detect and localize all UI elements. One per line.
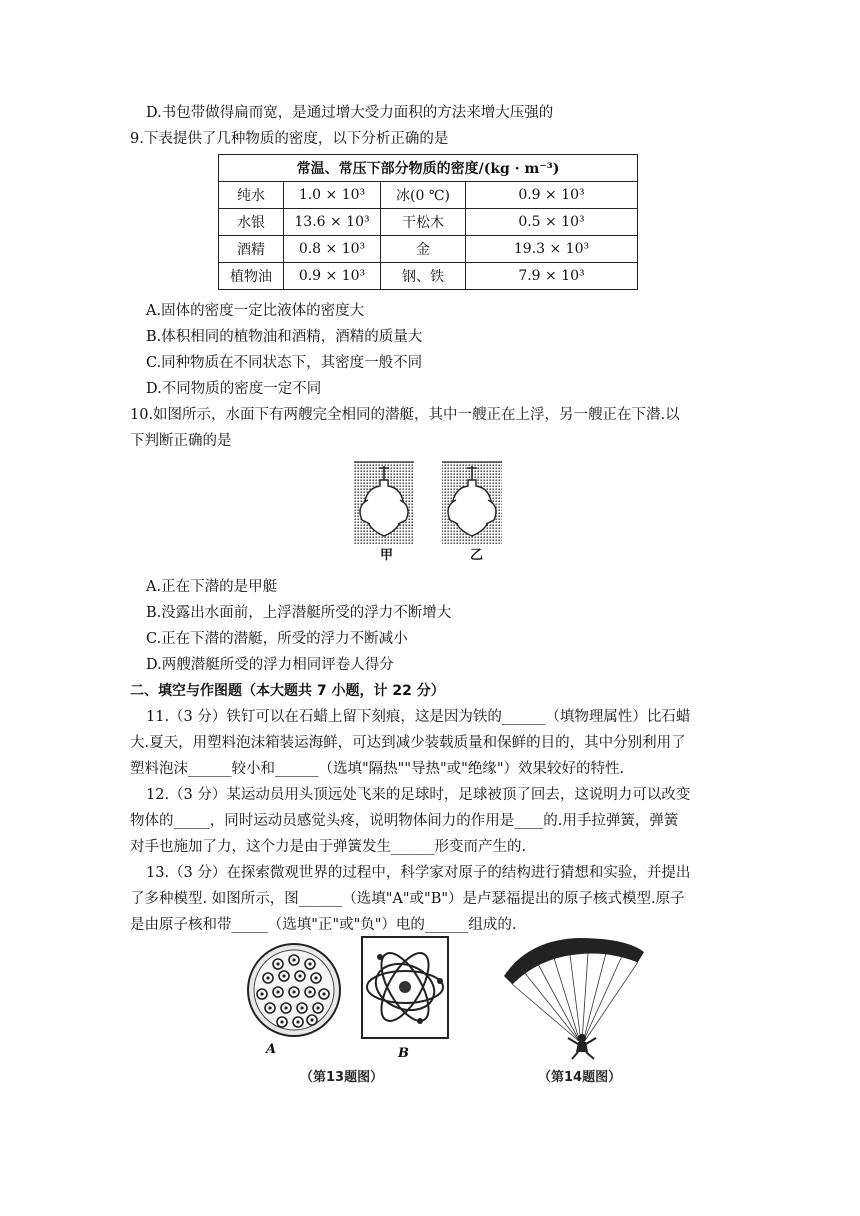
table-cell: 金 xyxy=(381,236,466,263)
table-cell: 纯水 xyxy=(219,182,284,209)
figure-label-jia: 甲 xyxy=(380,548,394,563)
section2-heading: 二、填空与作图题（本大题共 7 小题，计 22 分） xyxy=(130,683,445,699)
table-cell: 冰(0 ℃) xyxy=(381,182,466,209)
q10-option-d: D.两艘潜艇所受的浮力相同评卷人得分 xyxy=(146,657,394,673)
q9-option-a: A.固体的密度一定比液体的密度大 xyxy=(146,303,365,319)
nuclear-model-image xyxy=(360,935,450,1040)
figure-label-yi: 乙 xyxy=(470,548,484,563)
figure-label-b: B xyxy=(398,1046,409,1061)
q13-line1: 13.（3 分）在探索微观世界的过程中，科学家对原子的结构进行猜想和实验，并提出 xyxy=(146,865,691,881)
submarine-jia xyxy=(354,462,414,544)
table-title: 常温、常压下部分物质的密度/(kg · m⁻³) xyxy=(219,155,638,182)
table-cell: 水银 xyxy=(219,209,284,236)
table-row xyxy=(219,236,638,263)
q12-line3: 对手也施加了力，这个力是由于弹簧发生______形变而产生的. xyxy=(130,839,527,855)
table-row xyxy=(219,182,638,209)
q12-line2: 物体的_____，同时运动员感觉头疼，说明物体间力的作用是____的.用手拉弹簧，弹簧 xyxy=(130,813,679,829)
table-cell: 19.3 × 10³ xyxy=(466,236,638,263)
parachute-image xyxy=(498,932,648,1060)
table-row xyxy=(219,209,638,236)
table-cell: 0.9 × 10³ xyxy=(284,263,381,290)
submarine-yi xyxy=(442,462,502,544)
table-cell: 植物油 xyxy=(219,263,284,290)
figure-label-a: A xyxy=(266,1042,277,1057)
table-cell: 1.0 × 10³ xyxy=(284,182,381,209)
table-cell: 0.8 × 10³ xyxy=(284,236,381,263)
q10-option-b: B.没露出水面前，上浮潜艇所受的浮力不断增大 xyxy=(146,605,452,621)
q11-line1: 11.（3 分）铁钉可以在石蜡上留下刻痕，这是因为铁的______（填物理属性）比石蜡 xyxy=(146,709,691,725)
q11-line3: 塑料泡沫______较小和______（选填"隔热""导热"或"绝缘"）效果较好的特性. xyxy=(130,761,625,777)
q8-option-d: D.书包带做得扁而宽，是通过增大受力面积的方法来增大压强的 xyxy=(146,105,554,121)
table-cell: 0.5 × 10³ xyxy=(466,209,638,236)
table-cell: 13.6 × 10³ xyxy=(284,209,381,236)
plum-pudding-model-image xyxy=(238,940,348,1040)
table-row xyxy=(219,263,638,290)
q10-stem-line2: 下判断正确的是 xyxy=(130,433,232,449)
q13-line2: 了多种模型. 如图所示，图______（选填"A"或"B"）是卢瑟福提出的原子核式模型.原子 xyxy=(130,891,685,907)
q10-option-c: C.正在下潜的潜艇，所受的浮力不断减小 xyxy=(146,631,408,647)
q14-figure-caption: （第14题图） xyxy=(538,1070,622,1085)
table-header-row xyxy=(219,155,638,182)
table-cell: 0.9 × 10³ xyxy=(466,182,638,209)
q13-figure-caption: （第13题图） xyxy=(300,1070,384,1085)
submarine-figure xyxy=(348,458,508,566)
table-cell: 酒精 xyxy=(219,236,284,263)
q11-line2: 大.夏天，用塑料泡沫箱装运海鲜，可达到减少装载质量和保鲜的目的，其中分别利用了 xyxy=(130,735,686,751)
q10-stem-line1: 10.如图所示，水面下有两艘完全相同的潜艇，其中一艘正在上浮，另一艘正在下潜.以 xyxy=(130,407,680,423)
q12-line1: 12.（3 分）某运动员用头顶远处飞来的足球时，足球被顶了回去，这说明力可以改变 xyxy=(146,787,691,803)
q9-stem: 9.下表提供了几种物质的密度，以下分析正确的是 xyxy=(130,131,449,147)
table-cell: 干松木 xyxy=(381,209,466,236)
q9-option-c: C.同种物质在不同状态下，其密度一般不同 xyxy=(146,355,423,371)
density-table xyxy=(218,154,638,290)
table-cell: 7.9 × 10³ xyxy=(466,263,638,290)
q13-line3: 是由原子核和带_____（选填"正"或"负"）电的______组成的. xyxy=(130,917,517,933)
q9-option-d: D.不同物质的密度一定不同 xyxy=(146,381,322,397)
q9-option-b: B.体积相同的植物油和酒精，酒精的质量大 xyxy=(146,329,423,345)
table-cell: 钢、铁 xyxy=(381,263,466,290)
q10-option-a: A.正在下潜的是甲艇 xyxy=(146,579,278,595)
